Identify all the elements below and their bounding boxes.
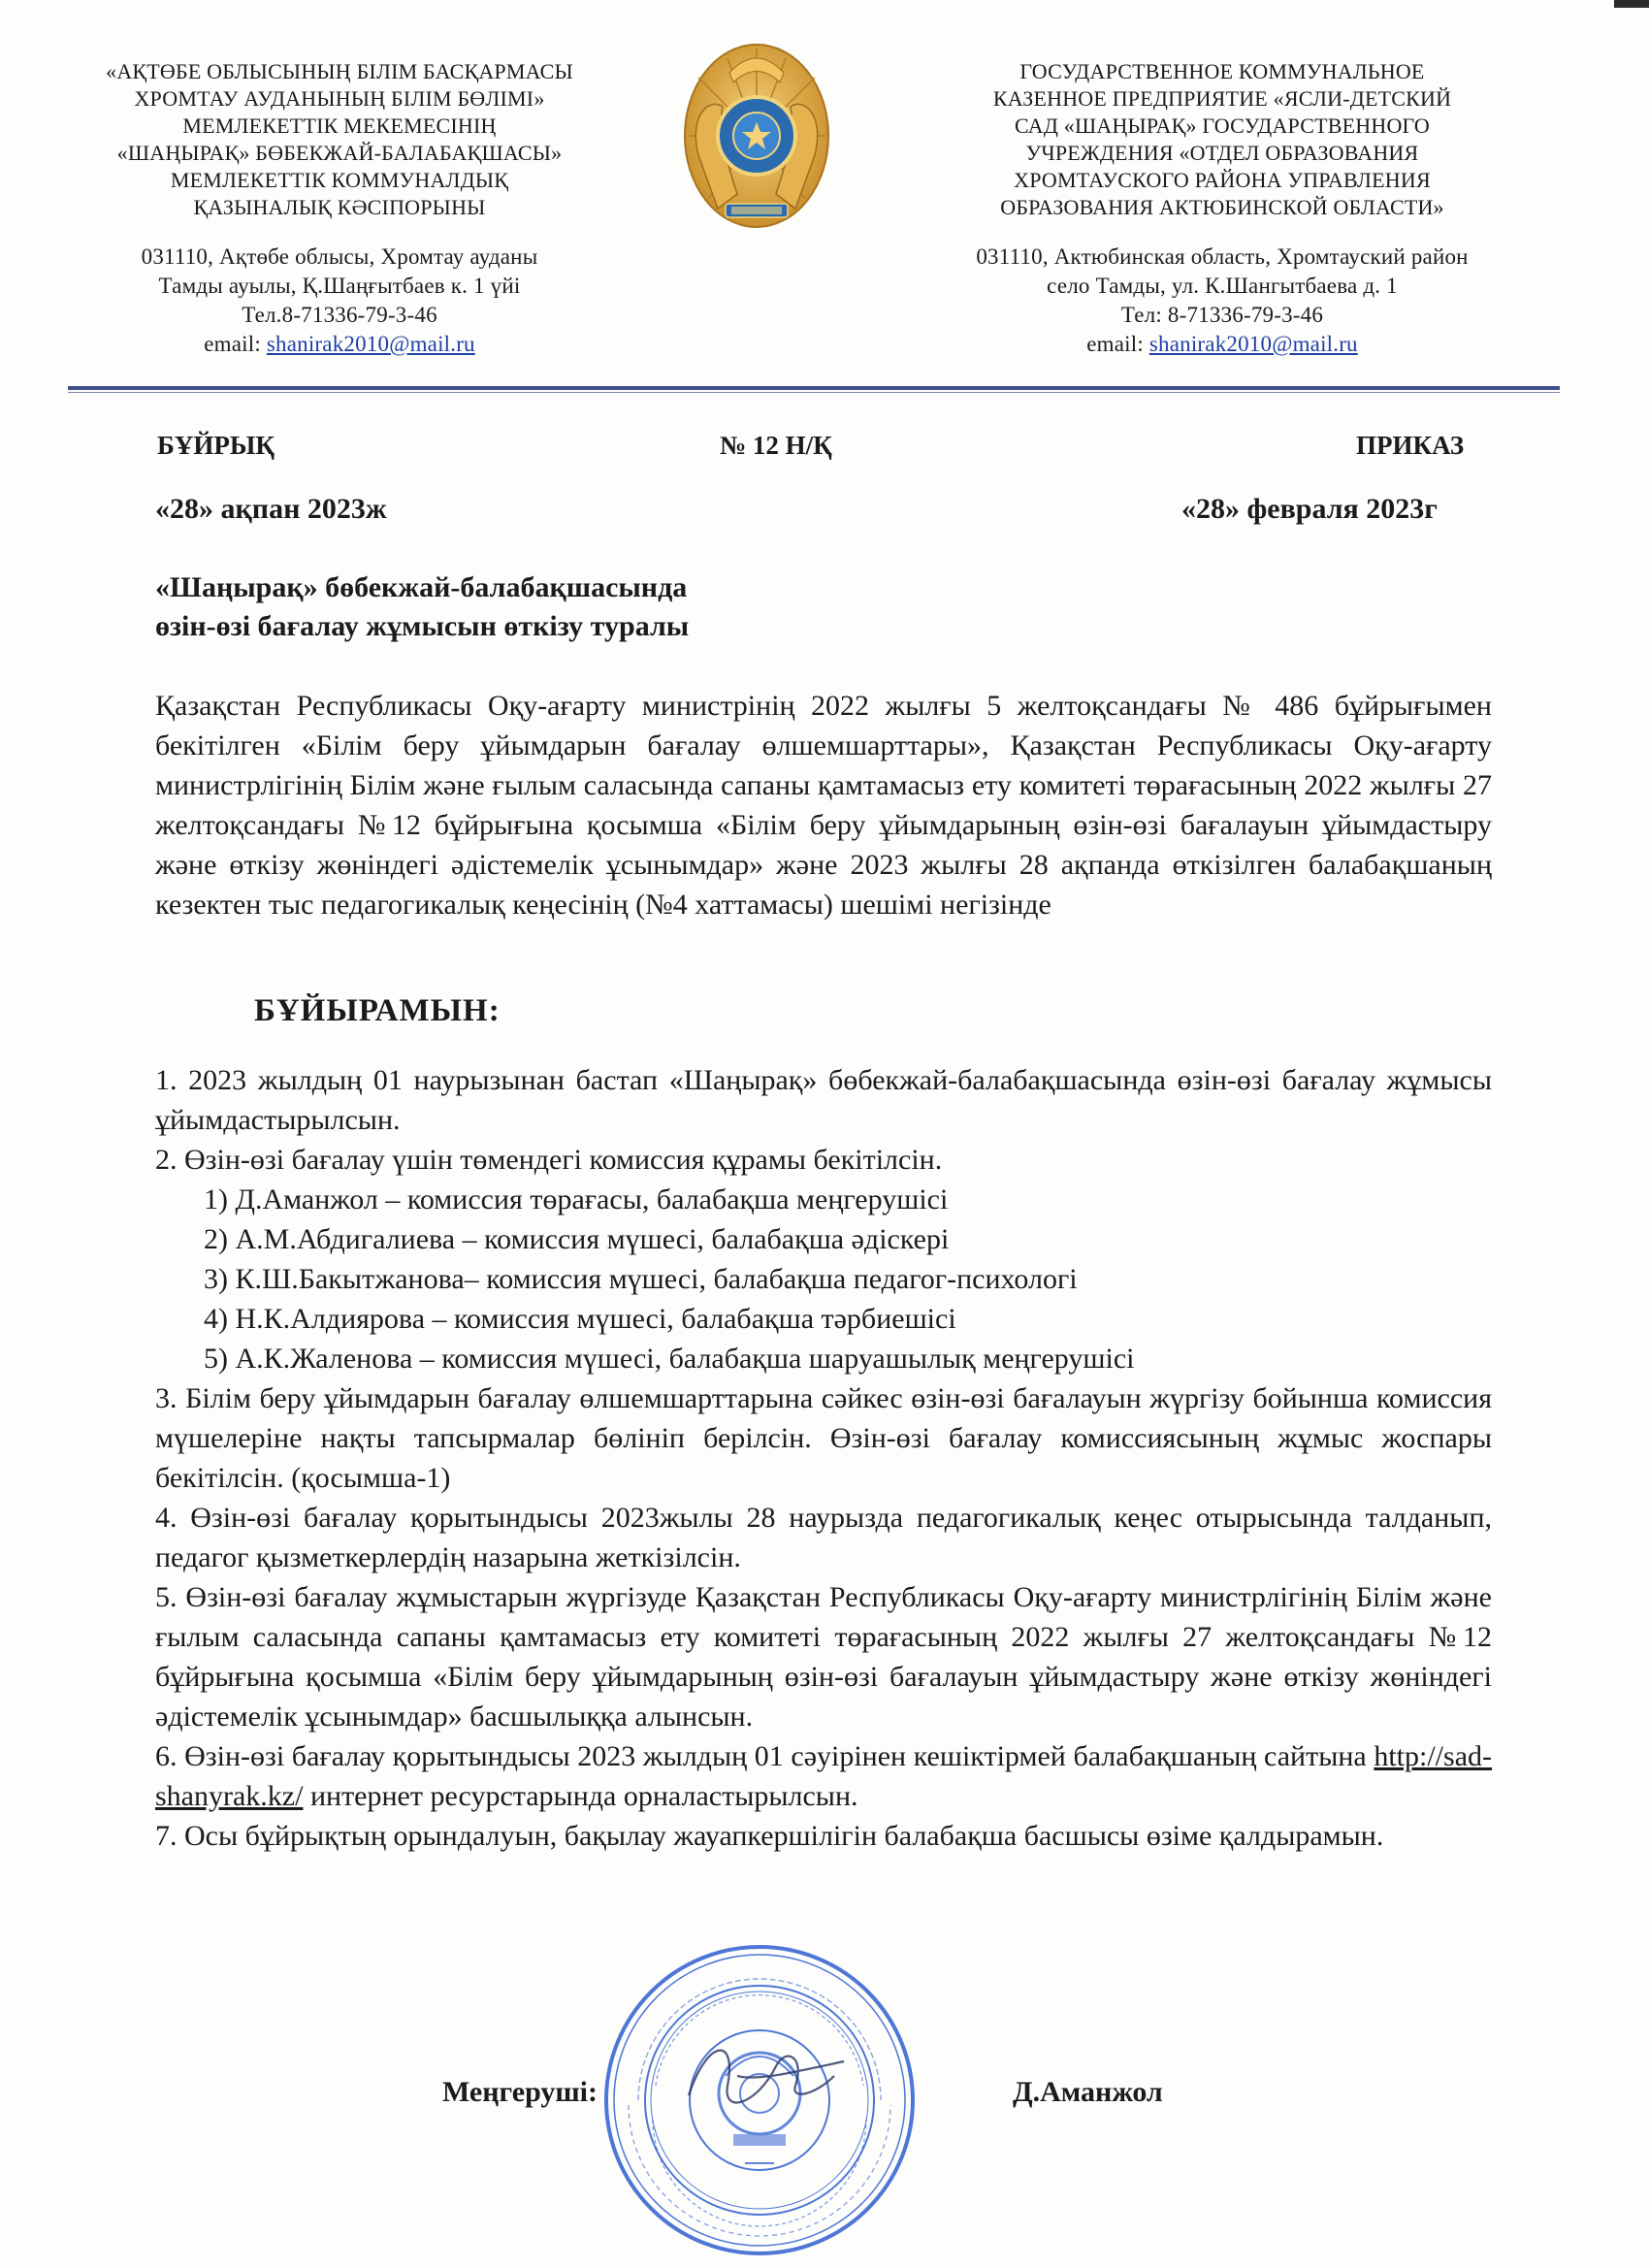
street-line: село Тамды, ул. К.Шангытбаева д. 1 <box>1047 274 1398 298</box>
command-heading: БҰЙЫРАМЫН: <box>254 993 501 1028</box>
handwritten-signature <box>669 2018 863 2134</box>
commission-list <box>155 1180 1492 1378</box>
phone-line: Тел.8-71336-79-3-46 <box>242 303 437 327</box>
address-line: 031110, Ақтөбе облысы, Хромтау ауданы <box>141 244 538 269</box>
website-link[interactable]: http://sad-shanyrak.kz/ <box>155 1740 1492 1812</box>
state-emblem <box>679 39 834 243</box>
order-item-3: 3. Білім беру ұйымдарын бағалау өлшемшарттарына сәйкес өзін-өзі бағалауын жүргізу бойынша комиссия мүшелеріне нақты тапсырмалар бөлініп берілсін. Өзін-өзі бағалау комиссиясының жұмыс жоспары бекітілсін. (қосымша-1) <box>155 1382 1492 1494</box>
header-right-ru <box>922 58 1523 359</box>
email-link-ru[interactable]: shanirak2010@mail.ru <box>1148 332 1358 356</box>
org-line: УЧРЕЖДЕНИЯ «ОТДЕЛ ОБРАЗОВАНИЯ <box>1025 141 1419 165</box>
contact-ru <box>922 243 1523 359</box>
org-line: «ШАҢЫРАҚ» БӨБЕКЖАЙ-БАЛАБАҚШАСЫ» <box>116 141 563 165</box>
header-divider <box>68 386 1560 390</box>
scan-edge-mark <box>1614 0 1649 8</box>
commission-member: 5) А.К.Жаленова – комиссия мүшесі, балабақша шаруашылық меңгерушісі <box>204 1343 1135 1375</box>
order-subject <box>155 568 689 646</box>
org-line: ҚАЗЫНАЛЫҚ КӘСІПОРЫНЫ <box>193 195 486 219</box>
org-name-kz <box>68 58 611 221</box>
signer-name: Д.Аманжол <box>1013 2076 1163 2108</box>
order-date-kz: «28» ақпан 2023ж <box>155 493 387 525</box>
order-date-ru: «28» февраля 2023г <box>1181 493 1438 525</box>
order-items <box>155 1060 1492 1856</box>
org-line: «АҚТӨБЕ ОБЛЫСЫНЫҢ БІЛІМ БАСҚАРМАСЫ <box>106 59 573 83</box>
item-6-text: 6. Өзін-өзі бағалау қорытындысы 2023 жылдың 01 сәуірінен кешіктірмей балабақшаның сайтына <box>155 1740 1374 1772</box>
address-line: 031110, Актюбинская область, Хромтауский район <box>976 244 1469 269</box>
org-line: ОБРАЗОВАНИЯ АКТЮБИНСКОЙ ОБЛАСТИ» <box>1000 195 1444 219</box>
header-left-kz <box>68 58 611 359</box>
commission-member: 2) А.М.Абдигалиева – комиссия мүшесі, балабақша әдіскері <box>204 1223 950 1255</box>
email-line <box>68 330 611 359</box>
email-label: email: <box>1086 332 1149 356</box>
org-line: ХРОМТАУ АУДАНЫНЫҢ БІЛІМ БӨЛІМІ» <box>134 86 545 111</box>
order-title-ru: ПРИКАЗ <box>1356 431 1465 460</box>
contact-kz <box>68 243 611 359</box>
subject-line: өзін-өзі бағалау жұмысын өткізу туралы <box>155 610 690 642</box>
org-line: САД «ШАҢЫРАҚ» ГОСУДАРСТВЕННОГО <box>1014 113 1431 138</box>
org-line: МЕМЛЕКЕТТІК МЕКЕМЕСІНІҢ <box>182 113 497 138</box>
org-line: КАЗЕННОЕ ПРЕДПРИЯТИЕ «ЯСЛИ-ДЕТСКИЙ <box>992 86 1452 111</box>
org-line: ХРОМТАУСКОГО РАЙОНА УПРАВЛЕНИЯ <box>1014 168 1431 192</box>
preamble-paragraph: Қазақстан Республикасы Оқу-ағарту министрінің 2022 жылғы 5 желтоқсандағы № 486 бұйрығымен бекітілген «Білім беру ұйымдарын бағалау өлшемшарттары», Қазақстан Республикасы Оқу-ағарту министрлігінің Білім және ғылым саласында сапаны қамтамасыз ету комитеті төрағасының 2022 жылғы 27 желтоқсандағы №12 бұйрығына қосымша «Білім беру ұйымдарының өзін-өзі бағалауын ұйымдастыру және өткізу жөніндегі әдістемелік ұсынымдар» және 2023 жылғы 28 ақпанда өткізілген балабақшаның кезектен тыс педагогикалық кеңесінің (№4 хаттамасы) шешімі негізінде <box>155 690 1492 921</box>
email-link-kz[interactable]: shanirak2010@mail.ru <box>266 332 475 356</box>
order-item-7: 7. Осы бұйрықтың орындалуын, бақылау жауапкершілігін балабақша басшысы өзіме қалдырамын. <box>155 1820 1384 1852</box>
email-label: email: <box>204 332 267 356</box>
commission-member: 4) Н.К.Алдиярова – комиссия мүшесі, балабақша тәрбиешісі <box>204 1303 956 1335</box>
phone-line: Тел: 8-71336-79-3-46 <box>1120 303 1324 327</box>
commission-member: 3) К.Ш.Бакытжанова– комиссия мүшесі, балабақша педагог-психологі <box>204 1263 1078 1295</box>
header-divider-thin <box>68 392 1560 393</box>
signer-role: Меңгеруші: <box>442 2076 598 2108</box>
email-line <box>922 330 1523 359</box>
commission-member: 1) Д.Аманжол – комиссия төрағасы, балабақша меңгерушісі <box>204 1183 949 1215</box>
item-6-text-end: интернет ресурстарында орналастырылсын. <box>303 1780 858 1812</box>
order-item-2: 2. Өзін-өзі бағалау үшін төмендегі комиссия құрамы бекітілсін. <box>155 1144 943 1176</box>
org-line: ГОСУДАРСТВЕННОЕ КОММУНАЛЬНОЕ <box>1019 59 1425 83</box>
org-line: МЕМЛЕКЕТТІК КОММУНАЛДЫҚ <box>170 168 509 192</box>
order-item-5: 5. Өзін-өзі бағалау жұмыстарын жүргізуде Қазақстан Республикасы Оқу-ағарту министрлігінің Білім және ғылым саласында сапаны қамтамасыз ету комитеті төрағасының 2022 жылғы 27 желтоқсандағы №12 бұйрығына қосымша «Білім беру ұйымдарының өзін-өзі бағалауын ұйымдастыру және өткізу жөніндегі әдістемелік ұсынымдар» басшылыққа алынсын. <box>155 1581 1492 1733</box>
subject-line: «Шаңырақ» бөбекжай-балабақшасында <box>155 571 688 603</box>
street-line: Тамды ауылы, Қ.Шаңғытбаев к. 1 үйі <box>158 274 521 298</box>
order-item-1: 1. 2023 жылдың 01 наурызынан бастап «Шаңырақ» бөбекжай-балабақшасында өзін-өзі бағалау жұмысы ұйымдастырылсын. <box>155 1064 1492 1136</box>
order-item-4: 4. Өзін-өзі бағалау қорытындысы 2023жылы 28 наурызда педагогикалық кеңес отырысында талданып, педагог қызметкерлердің назарына жеткізілсін. <box>155 1502 1492 1573</box>
order-number: № 12 Н/Қ <box>720 431 832 460</box>
order-item-6 <box>155 1736 1492 1816</box>
order-title-kz: БҰЙРЫҚ <box>157 431 275 460</box>
org-name-ru <box>922 58 1523 221</box>
